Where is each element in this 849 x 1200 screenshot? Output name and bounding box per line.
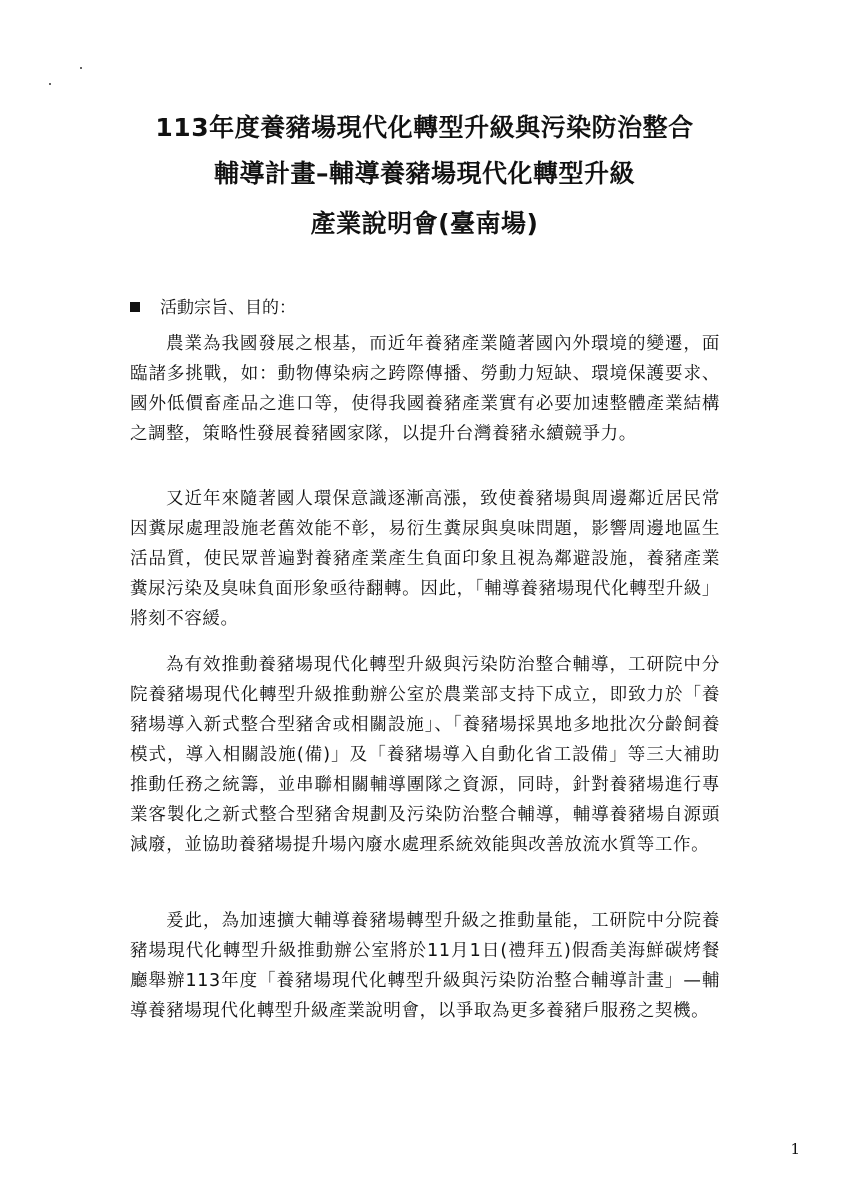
section-heading	[130, 297, 296, 319]
paragraph-4: 爰此，為加速擴大輔導養豬場轉型升級之推動量能，工研院中分院養豬場現代化轉型升級推動辦公室將於11月1日(禮拜五)假喬美海鮮碳烤餐廳舉辦113年度「養豬場現代化轉型升級與污染防治整合輔導計畫」—輔導養豬場現代化轉型升級產業說明會，以爭取為更多養豬戶服務之契機。	[130, 911, 720, 1021]
title-line-2: 輔導計畫–輔導養豬場現代化轉型升級	[213, 159, 635, 188]
page-number: 1	[790, 1140, 800, 1158]
paragraph-1: 農業為我國發展之根基，而近年養豬產業隨著國內外環境的變遷，面臨諸多挑戰，如：動物傳染病之跨際傳播、勞動力短缺、環境保護要求、國外低價畜產品之進口等，使得我國養豬產業實有必要加速整體產業結構之調整，策略性發展養豬國家隊，以提升台灣養豬永續競爭力。	[130, 334, 720, 444]
title-line-1: 113年度養豬場現代化轉型升級與污染防治整合	[155, 113, 694, 142]
scan-speck	[80, 67, 82, 69]
paragraph-2: 又近年來隨著國人環保意識逐漸高漲，致使養豬場與周邊鄰近居民常因糞尿處理設施老舊效能不彰，易衍生糞尿與臭味問題，影響周邊地區生活品質，使民眾普遍對養豬產業產生負面印象且視為鄰避設施，養豬產業糞尿污染及臭味負面形象亟待翻轉。因此，「輔導養豬場現代化轉型升級」將刻不容緩。	[130, 489, 720, 629]
paragraph-3: 為有效推動養豬場現代化轉型升級與污染防治整合輔導，工研院中分院養豬場現代化轉型升級推動辦公室於農業部支持下成立，即致力於「養豬場導入新式整合型豬舍或相關設施」、「養豬場採異地多地批次分齡飼養模式，導入相關設施(備)」及「養豬場導入自動化省工設備」等三大補助推動任務之統籌，並串聯相關輔導團隊之資源，同時，針對養豬場進行專業客製化之新式整合型豬舍規劃及污染防治整合輔導，輔導養豬場自源頭減廢，並協助養豬場提升場內廢水處理系統效能與改善放流水質等工作。	[130, 655, 720, 855]
title-line-3: 產業說明會(臺南場)	[310, 209, 539, 238]
square-bullet-icon	[130, 302, 140, 312]
section-heading-text: 活動宗旨、目的：	[160, 298, 296, 318]
scan-speck	[49, 83, 51, 85]
